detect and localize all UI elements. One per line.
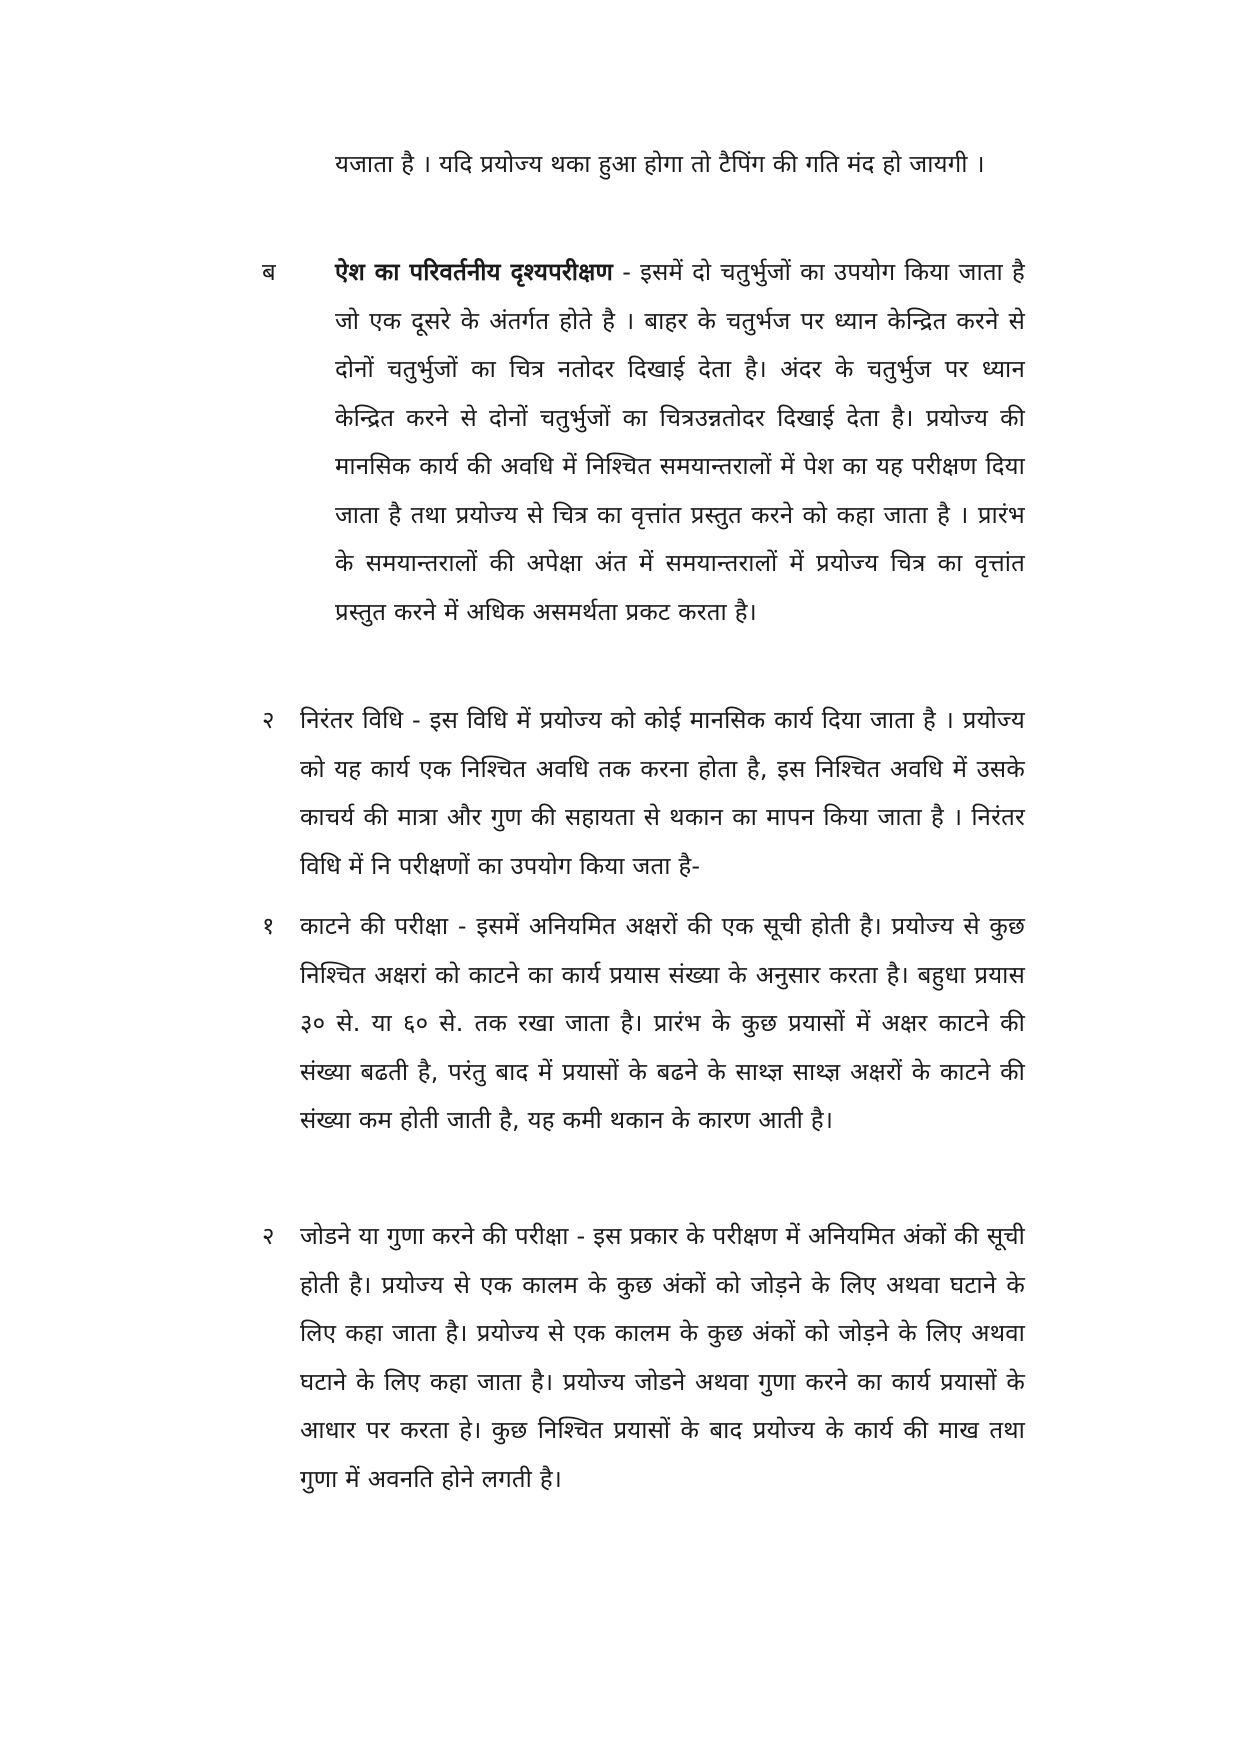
section-b-paragraph	[335, 248, 1025, 636]
section-b-text: - इसमें दो चतुर्भुजों का उपयोग किया जाता है जो एक दूसरे के अंतर्गत होते है । बाहर के चतुर्भज पर ध्यान केन्द्रित करने से दोनों चतुर्भुजों का चित्र नतोदर दिखाई देता है। अंदर के चतुर्भुज पर ध्यान केन्द्रित करने से दोनों चतुर्भुजों का चित्रउन्नतोदर दिखाई देता है। प्रयोज्य की मानसिक कार्य की अवधि में निश्चित समयान्तरालों में पेश का यह परीक्षण दिया जाता है तथा प्रयोज्य से चित्र का वृत्तांत प्रस्तुत करने को कहा जाता है । प्रारंभ के समयान्तरालों की अपेक्षा अंत में समयान्तरालों में प्रयोज्य चित्र का वृत्तांत प्रस्तुत करने में अधिक असमर्थता प्रकट करता है।	[335, 258, 1025, 626]
section-continuous-method-marker: २	[262, 706, 275, 734]
section-cancellation-test-paragraph: काटने की परीक्षा - इसमें अनियमित अक्षरों की एक सूची होती है। प्रयोज्य से कुछ निश्चित अक्षरां को काटने का कार्य प्रयास संख्या के अनुसार करता है। बहुधा प्रयास ३० से. या ६० से. तक रखा जाता है। प्रारंभ के कुछ प्रयासों में अक्षर काटने की संख्या बढती है, परंतु बाद में प्रयासों के बढने के साथ्ज्ञ साथ्ज्ञ अक्षरों के काटने की संख्या कम होती जाती है, यह कमी थकान के कारण आती है।	[300, 912, 1025, 1134]
section-b-marker: ब	[262, 258, 276, 286]
section-addition-test-marker: २	[262, 1222, 275, 1250]
section-addition-test-paragraph: जोडने या गुणा करने की परीक्षा - इस प्रकार के परीक्षण में अनियमित अंकों की सूची होती है। प्रयोज्य से एक कालम के कुछ अंकों को जोड़ने के लिए अथवा घटाने के लिए कहा जाता है। प्रयोज्य से एक कालम के कुछ अंकों को जोड़ने के लिए अथवा घटाने के लिए कहा जाता है। प्रयोज्य जोडने अथवा गुणा करने का कार्य प्रयासों के आधार पर करता हे। कुछ निश्चित प्रयासों के बाद प्रयोज्य के कार्य की माख तथा गुणा में अवनति होने लगती है।	[300, 1222, 1025, 1493]
continuation-paragraph: यजाता है । यदि प्रयोज्य थका हुआ होगा तो टैपिंग की गति मंद हो जायगी ।	[335, 150, 985, 178]
section-cancellation-test-marker: १	[262, 912, 275, 940]
section-continuous-method-paragraph: निरंतर विधि - इस विधि में प्रयोज्य को कोई मानसिक कार्य दिया जाता है । प्रयोज्य को यह कार्य एक निश्चित अवधि तक करना होता है, इस निश्चित अवधि में उसके काचर्य की मात्रा और गुण की सहायता से थकान का मापन किया जाता है । निरंतर विधि में नि परीक्षणों का उपयोग किया जता है-	[300, 706, 1025, 880]
section-b-heading: ऐश का परिवर्तनीय दृश्यपरीक्षण	[335, 258, 614, 286]
